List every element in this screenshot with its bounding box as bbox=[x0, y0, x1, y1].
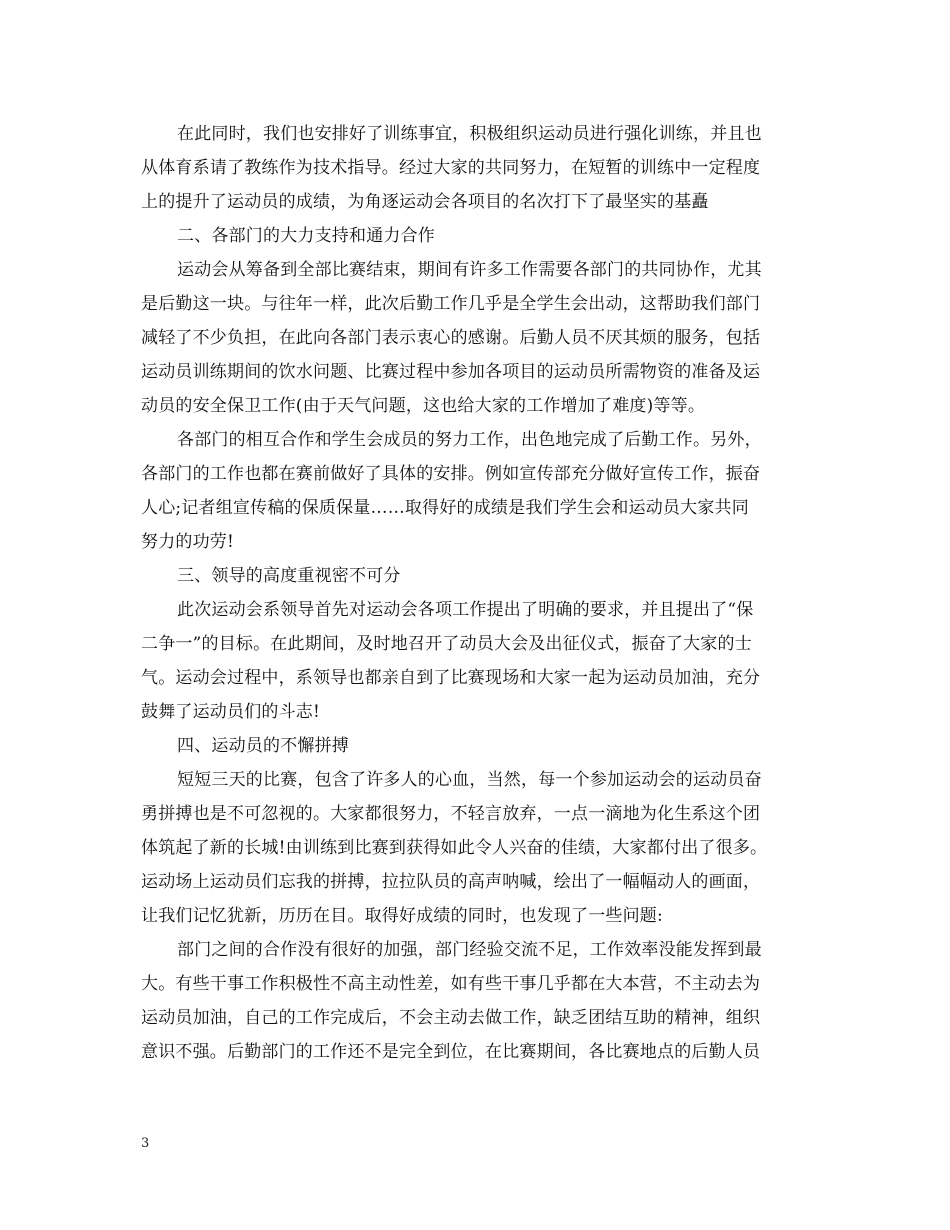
text-line: 鼓舞了运动员们的斗志! bbox=[141, 702, 321, 722]
text-line: 短短三天的比赛，包含了许多人的心血，当然，每一个参加运动会的运动员奋 bbox=[177, 770, 762, 790]
text-line: 意识不强。后勤部门的工作还不是完全到位，在比赛期间，各比赛地点的后勤人员 bbox=[141, 1042, 761, 1062]
text-line: 二、各部门的大力支持和通力合作 bbox=[177, 226, 435, 246]
page-number: 3 bbox=[141, 1136, 150, 1151]
text-line: 动员的安全保卫工作(由于天气问题，这也给大家的工作增加了难度)等等。 bbox=[141, 396, 706, 416]
text-line: 二争一”的目标。在此期间，及时地召开了动员大会及出征仪式，振奋了大家的士 bbox=[141, 634, 752, 654]
text-line: 气。运动会过程中，系领导也都亲自到了比赛现场和大家一起为运动员加油，充分 bbox=[141, 668, 761, 688]
text-line: 大。有些干事工作积极性不高主动性差，如有些干事几乎都在大本营，不主动去为 bbox=[141, 974, 761, 994]
text-line: 运动会从筹备到全部比赛结束，期间有许多工作需要各部门的共同协作，尤其 bbox=[177, 260, 762, 280]
text-line: 努力的功劳! bbox=[141, 532, 235, 552]
text-line: 人心;记者组宣传稿的保质保量……取得好的成绩是我们学生会和运动员大家共同 bbox=[141, 498, 749, 518]
text-line: 从体育系请了教练作为技术指导。经过大家的共同努力，在短暂的训练中一定程度 bbox=[141, 158, 761, 178]
text-line: 上的提升了运动员的成绩，为角逐运动会各项目的名次打下了最坚实的基矗 bbox=[141, 192, 709, 212]
text-line: 此次运动会系领导首先对运动会各项工作提出了明确的要求，并且提出了“保 bbox=[177, 600, 754, 620]
text-line: 三、领导的高度重视密不可分 bbox=[177, 566, 401, 586]
text-line: 各部门的工作也都在赛前做好了具体的安排。例如宣传部充分做好宣传工作，振奋 bbox=[141, 464, 761, 484]
text-line: 减轻了不少负担，在此向各部门表示衷心的感谢。后勤人员不厌其烦的服务，包括 bbox=[141, 328, 761, 348]
text-line: 在此同时，我们也安排好了训练事宜，积极组织运动员进行强化训练，并且也 bbox=[177, 124, 762, 144]
text-line: 是后勤这一块。与往年一样，此次后勤工作几乎是全学生会出动，这帮助我们部门 bbox=[141, 294, 761, 314]
text-line: 运动员加油，自己的工作完成后，不会主动去做工作，缺乏团结互助的精神，组织 bbox=[141, 1008, 761, 1028]
text-line: 部门之间的合作没有很好的加强，部门经验交流不足，工作效率没能发挥到最 bbox=[177, 940, 762, 960]
text-line: 运动员训练期间的饮水问题、比赛过程中参加各项目的运动员所需物资的准备及运 bbox=[141, 362, 761, 382]
text-line: 运动场上运动员们忘我的拼搏，拉拉队员的高声呐喊，绘出了一幅幅动人的画面， bbox=[141, 872, 761, 892]
text-line: 四、运动员的不懈拼搏 bbox=[177, 736, 349, 756]
text-line: 让我们记忆犹新，历历在目。取得好成绩的同时，也发现了一些问题: bbox=[141, 906, 663, 926]
text-line: 勇拼搏也是不可忽视的。大家都很努力，不轻言放弃，一点一滴地为化生系这个团 bbox=[141, 804, 761, 824]
text-line: 体筑起了新的长城!由训练到比赛到获得如此令人兴奋的佳绩，大家都付出了很多。 bbox=[141, 838, 768, 858]
text-line: 各部门的相互合作和学生会成员的努力工作，出色地完成了后勤工作。另外， bbox=[177, 430, 762, 450]
document-body bbox=[141, 117, 831, 1069]
